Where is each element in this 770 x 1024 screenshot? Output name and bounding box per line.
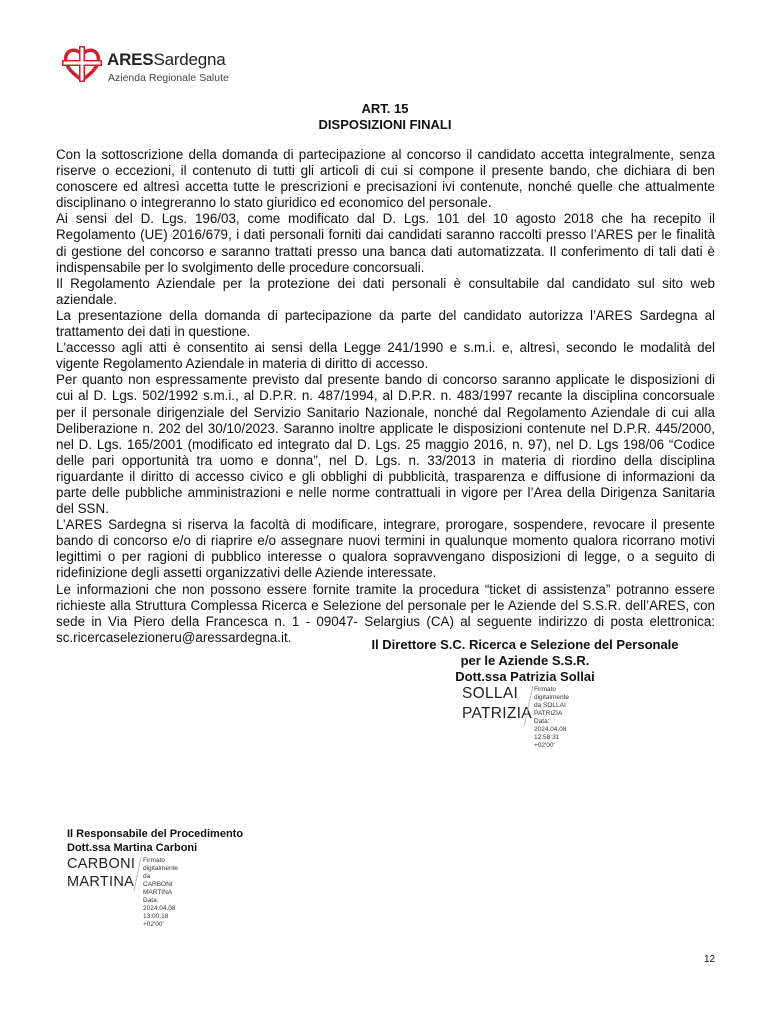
responsible-title: Il Responsabile del Procedimento [67, 828, 244, 840]
signature-firstname: MARTINA [67, 874, 135, 890]
paragraph: Con la sottoscrizione della domanda di partecipazione al concorso il candidato accetta integralmente, senza riserve o eccezioni, il contenuto di tutti gli articoli di cui si compone il presente bando, che dichiara di ben conoscere ed altresì accetta tutte le prescrizioni e precisazioni ivi contenute, nonché quelle che attualmente disciplinano o integreranno lo stato giuridico ed economico del personale. [56, 147, 715, 211]
heart-cross-icon [60, 42, 104, 86]
paragraph: La presentazione della domanda di partecipazione da parte del candidato autorizza l’ARES Sardegna al trattamento dei dati in questione. [56, 307, 715, 340]
signature-firstname: PATRIZIA [462, 705, 532, 722]
article-title: DISPOSIZIONI FINALI [318, 117, 452, 132]
paragraph: Per quanto non espressamente previsto dal presente bando di concorso saranno applicate le disposizioni di cui al D. Lgs. 502/1992 s.m.i., al D.P.R. n. 487/1994, al D.P.R. n. 483/1997 recante la disciplina concorsuale per il personale dirigenziale del Servizio Sanitario Nazionale, nonché dal Regolamento Aziendale di cui alla Deliberazione n. 202 del 30/10/2023. Saranno inoltre applicate le disposizioni contenute nel D.P.R. 445/2000, nel D. Lgs. 165/2001 (modificato ed integrato dal D. Lgs. 25 maggio 2016, n. 97), nel D. Lgs 198/06 “Codice delle pari opportunità tra uomo e donna”, nel D. Lgs. n. 33/2013 in materia di riordino della disciplina riguardante il diritto di accesso civico e gli obblighi di pubblicità, trasparenza e diffusione di informazioni da parte delle pubbliche amministrazioni e nelle norme contrattuali in vigore per l’Area della Dirigenza Sanitaria del SSN. [56, 372, 715, 517]
responsible-digital-signature [67, 855, 179, 928]
paragraph: Ai sensi del D. Lgs. 196/03, come modificato dal D. Lgs. 101 del 10 agosto 2018 che ha recepito il Regolamento (UE) 2016/679, i dati personali forniti dai candidati saranno raccolti presso l’ARES per le finalità di gestione del concorso e saranno trattati presso una banca dati automatizzata. Il conferimento di tali dati è indispensabile per lo svolgimento delle procedure concorsuali. [56, 211, 715, 275]
ares-logo [60, 42, 230, 88]
signature-surname: SOLLAI [462, 685, 519, 702]
article-number: ART. 15 [361, 101, 409, 116]
director-title: Il Direttore S.C. Ricerca e Selezione del Personale [371, 637, 679, 652]
director-name: Dott.ssa Patrizia Sollai [455, 669, 595, 684]
paragraph: L’ARES Sardegna si riserva la facoltà di modificare, integrare, prorogare, sospendere, revocare il presente bando di concorso e/o di riaprire e/o assegnare nuovi termini in qualunque momento qualora ricorrano motivi legittimi o per ragioni di pubblico interesse o qualora sopravvengano disposizioni di legge, o a seguito di ridefinizione degli assetti organizzativi delle Aziende interessate. [56, 517, 715, 581]
director-digital-signature [462, 684, 570, 749]
logo-wordmark: ARESSardegna [107, 50, 226, 69]
director-scope: per le Aziende S.S.R. [460, 653, 590, 668]
responsible-block [67, 828, 243, 855]
article-body [56, 147, 715, 646]
director-signature-block [300, 637, 750, 685]
signature-metadata: Firmato digitalmente da CARBONI MARTINA Data: 2024.04.08 13:00:18 +02'00' [143, 857, 179, 928]
signature-surname: CARBONI [67, 856, 136, 872]
paragraph: L'accesso agli atti è consentito ai sensi della Legge 241/1990 e s.m.i. e, altresì, secondo le modalità del vigente Regolamento Aziendale in materia di diritto di accesso. [56, 340, 715, 372]
page-number: 12 [704, 954, 716, 965]
paragraph: Il Regolamento Aziendale per la protezione dei dati personali è consultabile dal candidato sul sito web aziendale. [56, 275, 715, 307]
responsible-name: Dott.ssa Martina Carboni [67, 841, 198, 854]
logo-subtitle: Azienda Regionale Salute [108, 72, 229, 84]
paragraph: Le informazioni che non possono essere fornite tramite la procedura “ticket di assistenza” potranno essere richieste alla Struttura Complessa Ricerca e Selezione del personale per le Aziende del S.S.R. dell’ARES, con sede in Via Piero della Francesca n. 1 - 09047- Selargius (CA) al seguente indirizzo di posta elettronica: sc.ricercaselezioneru@aressardegna.it. [56, 581, 715, 645]
signature-metadata: Firmato digitalmente da SOLLAI PATRIZIA Data: 2024.04.08 12:58:31 +02'00' [534, 686, 570, 749]
